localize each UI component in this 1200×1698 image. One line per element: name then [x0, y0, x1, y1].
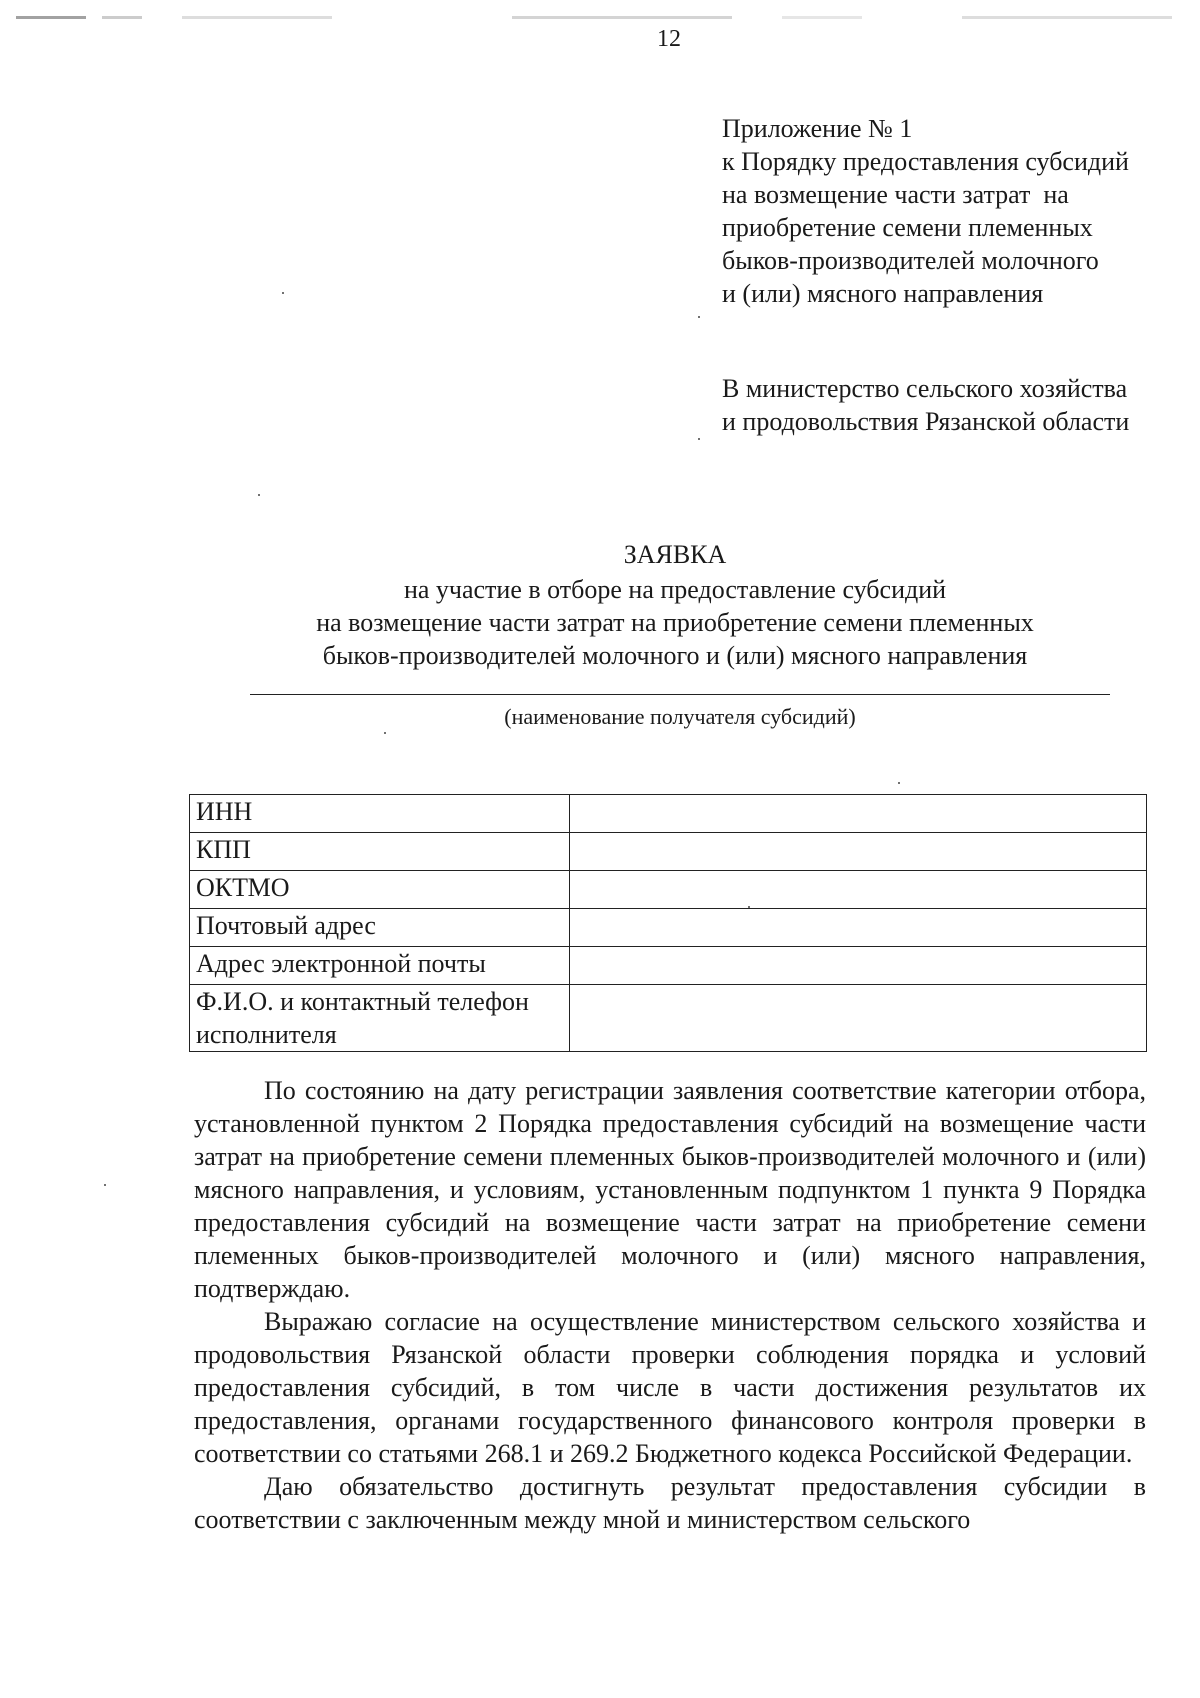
row-label-oktmo: ОКТМО	[190, 871, 570, 909]
row-label-kpp: КПП	[190, 833, 570, 871]
appendix-line: на возмещение части затрат на	[722, 180, 1069, 209]
addressee-line: и продовольствия Рязанской области	[722, 407, 1130, 436]
row-value-email	[570, 947, 1147, 985]
page-number: 12	[657, 26, 681, 52]
paragraph: По состоянию на дату регистрации заявления соответствие категории отбора, установленной пунктом 2 Порядка предоставления субсидий на возмещение части затрат на приобретение семени племенных быков-производителей молочного и (или) мясного направления, и условиям, установленным подпунктом 1 пункта 9 Порядка предоставления субсидий на возмещение части затрат на приобретение семени племенных быков-производителей молочного и (или) мясного направления, подтверждаю.	[194, 1076, 1146, 1303]
info-table	[189, 794, 1147, 1052]
row-value-inn	[570, 795, 1147, 833]
appendix-line: приобретение семени племенных	[722, 213, 1093, 242]
scan-speck	[104, 1184, 106, 1186]
row-label-email: Адрес электронной почты	[190, 947, 570, 985]
appendix-note	[722, 112, 1129, 310]
appendix-line: к Порядку предоставления субсидий	[722, 147, 1129, 176]
row-value-kpp	[570, 833, 1147, 871]
scan-speck	[698, 438, 700, 440]
row-label-contact: Ф.И.О. и контактный телефон исполнителя	[190, 985, 570, 1052]
title-line: быков-производителей молочного и (или) мясного направления	[322, 641, 1028, 670]
scan-speck	[748, 906, 750, 908]
row-value-postal-address	[570, 909, 1147, 947]
body-text	[194, 1074, 1146, 1536]
row-label-inn: ИНН	[190, 795, 570, 833]
paragraph: Даю обязательство достигнуть результат предоставления субсидии в соответствии с заключенным между мной и министерством сельского	[194, 1472, 1146, 1534]
scan-speck	[898, 782, 900, 784]
recipient-name-line	[250, 694, 1110, 695]
table-row	[190, 985, 1147, 1052]
title-line: на возмещение части затрат на приобретение семени племенных	[316, 608, 1034, 637]
appendix-line: быков-производителей молочного	[722, 246, 1099, 275]
row-value-contact	[570, 985, 1147, 1052]
recipient-caption: (наименование получателя субсидий)	[504, 704, 856, 729]
row-label-postal-address: Почтовый адрес	[190, 909, 570, 947]
table-row	[190, 833, 1147, 871]
table-row	[190, 795, 1147, 833]
title-heading: ЗАЯВКА	[623, 540, 727, 569]
scan-speck	[384, 732, 386, 734]
row-value-oktmo	[570, 871, 1147, 909]
table-row	[190, 947, 1147, 985]
document-title	[200, 538, 1150, 672]
scan-speck	[282, 292, 284, 294]
paragraph: Выражаю согласие на осуществление министерством сельского хозяйства и продовольствия Рязанской области проверки соблюдения порядка и условий предоставления субсидий, в том числе в части достижения результатов их предоставления, органами государственного финансового контроля проверки в соответствии со статьями 268.1 и 269.2 Бюджетного кодекса Российской Федерации.	[194, 1307, 1146, 1468]
addressee-line: В министерство сельского хозяйства	[722, 374, 1128, 403]
scan-artifact	[12, 10, 1188, 24]
addressee	[722, 372, 1129, 438]
appendix-line: Приложение № 1	[722, 114, 913, 143]
title-line: на участие в отборе на предоставление субсидий	[403, 575, 947, 604]
table-row	[190, 871, 1147, 909]
scan-speck	[258, 494, 260, 496]
table-row	[190, 909, 1147, 947]
scan-speck	[698, 316, 700, 318]
appendix-line: и (или) мясного направления	[722, 279, 1044, 308]
